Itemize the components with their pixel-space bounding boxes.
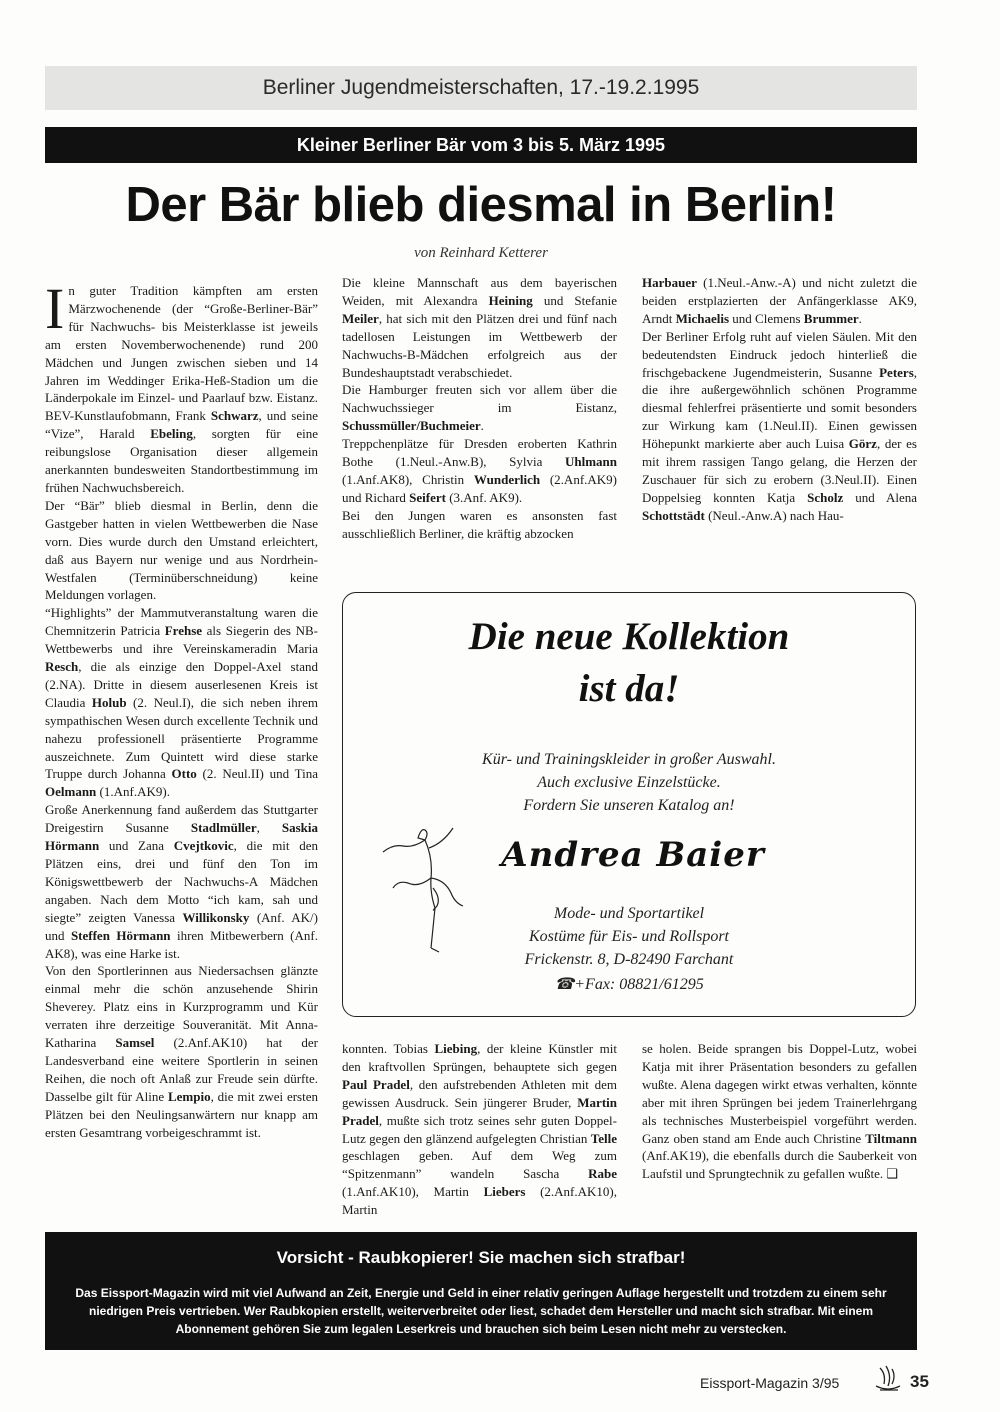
text: . bbox=[858, 310, 862, 326]
text: Von den Sportlerinnen aus Niedersachsen glänzte einmal mehr die schön anzusehende Shirin Sheverey. Platz eins in Kurzprogramm und Kür verraten ihre derzeitige Souveranität. Mit Anna-Katharina bbox=[45, 963, 318, 1051]
paragraph bbox=[45, 962, 318, 1141]
advertisement bbox=[342, 592, 916, 1017]
name: Lempio bbox=[167, 1088, 211, 1104]
text: (2.Anf.AK9) und Richard bbox=[342, 471, 617, 505]
ad-line-1: Kür- und Trainingskleider in großer Auswahl. bbox=[482, 751, 776, 768]
copy-warning-box bbox=[45, 1232, 917, 1350]
paragraph bbox=[342, 274, 617, 381]
name: Görz bbox=[848, 436, 877, 452]
paragraph bbox=[342, 1040, 617, 1219]
text: , sorgten für eine reibungslose Organisation dieser allgemein anerkannten bundesweiten Standortbestimmung im frühen Nachwuchsbereich. bbox=[45, 426, 318, 495]
magazine-issue: Eissport-Magazin 3/95 bbox=[700, 1375, 840, 1391]
text: Große Anerkennung fand außerdem das Stuttgarter Dreigestirn Susanne bbox=[45, 802, 318, 836]
text: , bbox=[256, 820, 282, 836]
article-column-3 bbox=[642, 274, 917, 584]
name: Saskia Hörmann bbox=[45, 820, 318, 854]
name: Steffen Hörmann bbox=[70, 927, 171, 943]
name: Samsel bbox=[115, 1035, 155, 1051]
text: und Clemens bbox=[729, 310, 804, 326]
event-header: Berliner Jugendmeisterschaften, 17.-19.2.1995 bbox=[45, 66, 917, 110]
paragraph bbox=[342, 381, 617, 435]
page-number: 35 bbox=[910, 1372, 929, 1391]
name: Frehse bbox=[164, 623, 203, 639]
end-mark-icon: ❑ bbox=[886, 1166, 899, 1182]
ad-sub-1: Mode- und Sportartikel bbox=[553, 905, 705, 922]
text: (Neul.-Anw.A) nach Hau- bbox=[704, 507, 844, 523]
text: (1.Neul.-Anw.-A) und nicht zuletzt die beiden erstplazierten der Anfängerklasse AK9, Arndt bbox=[642, 275, 917, 326]
text: geschlagen geben. Auf dem Weg zum “Spitzenmann” wandeln Sascha bbox=[342, 1148, 617, 1182]
ad-brand: Andrea Baier bbox=[501, 835, 765, 875]
text: “Highlights” der Mammutveranstaltung waren die Chemnitzerin Patricia bbox=[45, 605, 318, 639]
text: (2. Neul.I), die sich neben ihrem sympathischen Wesen durch excellente Technik und nahezu professionell präsentierte Programme auszeichnete. Zum Quintett wird diese starke Truppe durch Johanna bbox=[45, 694, 318, 782]
paragraph bbox=[45, 604, 318, 801]
text: Der Berliner Erfolg ruht auf vielen Säulen. Mit den bedeutendsten Eindruck jedoch hinterließ die frischgebackene Jugendmeisterin, Susanne bbox=[642, 328, 917, 380]
article-column-2 bbox=[342, 274, 617, 584]
name: Michaelis bbox=[675, 310, 730, 326]
text: (1.Anf.AK8), Christin bbox=[342, 471, 474, 487]
headline: Der Bär blieb diesmal in Berlin! bbox=[125, 178, 837, 232]
name: Seifert bbox=[409, 489, 446, 505]
text: und Zana bbox=[99, 838, 174, 854]
name: Schussmüller/Buchmeier bbox=[342, 418, 481, 434]
article-column-1 bbox=[45, 282, 318, 1224]
name: Otto bbox=[171, 766, 197, 782]
text: se holen. Beide sprangen bis Doppel-Lutz, wobei Katja mit ihrer Präsentation besonders zu gefallen wußte. Alena dagegen wirkt etwas verhalten, könnte aber mit ihren Sprüngen bei jedem Trainerlehrgang als technisches Musterbeispiel vorgeführt werden. Ganz oben stand am Ende auch Christine bbox=[642, 1041, 917, 1146]
text: (1.Anf.AK9). bbox=[96, 784, 170, 800]
name: Schottstädt bbox=[642, 507, 705, 523]
text: , und seine “Vize”, Harald bbox=[45, 408, 318, 442]
text: , mußte sich trotz seines sehr guten Doppel-Lutz gegen den glänzend aufgelegten Christian bbox=[342, 1112, 617, 1146]
name: Brummer bbox=[803, 310, 859, 326]
text: (3.Anf. AK9). bbox=[445, 489, 523, 505]
name: Oelmann bbox=[45, 784, 97, 800]
text: . bbox=[480, 418, 484, 434]
ad-headline bbox=[343, 611, 915, 715]
text: guter Tradition kämpften am ersten Märzwochenende (der “Große-Berliner-Bär” für Nachwuchs- bis Meisterklasse ist jeweils am ersten Novemberwochenende) rund 200 Mädchen und Jungen zwischen sieben und 14 Jahren im Weddinger Erika-Heß-Stadion um die Länderpokale im Einzel- und Paarlauf bzw. Eistanz. BEV-Kunstlaufobmann, Frank bbox=[45, 283, 318, 424]
paragraph bbox=[45, 801, 318, 962]
text: Treppchenplätze für Dresden eroberten Kathrin Bothe (1.Neul.-Anw.B), Sylvia bbox=[342, 436, 617, 470]
name: Tiltmann bbox=[865, 1130, 917, 1146]
ad-line-2: Auch exclusive Einzelstücke. bbox=[537, 774, 721, 791]
text: und Stefanie bbox=[532, 292, 617, 308]
paragraph bbox=[342, 435, 617, 507]
article-column-4 bbox=[342, 1040, 617, 1226]
text: , die mit zwei ersten Plätzen bei den Neulingsanwärtern nur knapp am ersten Gesamtrang vorbeigeschrammt ist. bbox=[45, 1088, 318, 1140]
paragraph bbox=[642, 328, 917, 525]
magazine-logo-icon bbox=[872, 1364, 904, 1394]
name: Paul Pradel bbox=[342, 1076, 410, 1092]
text: ihren Mitbewerbern (Anf. AK8), was eine Harke ist. bbox=[45, 927, 318, 961]
name: Wunderlich bbox=[473, 471, 541, 487]
text: , der es mit ihrem rassigen Tango gelang, die Herzen der Zuschauer für sich zu erobern (3.Neul.II). Einen Doppelsieg konnten Katja bbox=[642, 436, 917, 505]
drop-cap: I bbox=[45, 282, 65, 341]
text: , die als einzige den Doppel-Axel stand (2.NA). Dritte in diesem auserlesenen Kreis ist Claudia bbox=[45, 659, 318, 710]
warning-title: Vorsicht - Raubkopierer! Sie machen sich strafbar! bbox=[276, 1248, 686, 1267]
name: Meiler bbox=[342, 310, 379, 326]
name: Uhlmann bbox=[564, 454, 617, 470]
ad-line-3: Fordern Sie unseren Katalog an! bbox=[523, 797, 735, 814]
text: Die kleine Mannschaft aus dem bayerischen Weiden, mit Alexandra bbox=[342, 275, 617, 308]
name: Rabe bbox=[588, 1166, 617, 1182]
ad-headline-line-2: ist da! bbox=[578, 667, 680, 710]
name: Resch bbox=[45, 659, 79, 675]
name: Heining bbox=[488, 292, 533, 308]
text: und Alena bbox=[843, 489, 917, 505]
page-footer bbox=[700, 1372, 940, 1396]
paragraph: Bei den Jungen waren es ansonsten fast ausschließlich Berliner, die kräftig abzocken bbox=[342, 507, 617, 541]
name: Harbauer bbox=[642, 275, 697, 290]
name: Ebeling bbox=[150, 426, 193, 442]
name: Stadlmüller bbox=[190, 820, 257, 836]
name: Liebing bbox=[434, 1041, 478, 1056]
text: , der kleine Künstler mit den kraftvollen Sprüngen, behauptete sich gegen bbox=[342, 1041, 617, 1074]
ad-address: Frickenstr. 8, D-82490 Farchant bbox=[524, 951, 734, 968]
text: (Anf. AK/) und bbox=[45, 909, 318, 943]
byline: von Reinhard Ketterer bbox=[414, 245, 548, 261]
name: Holub bbox=[91, 694, 127, 710]
text: , den aufstrebenden Athleten mit dem gewissen Ausdruck. Sein jüngerer Bruder, bbox=[342, 1076, 617, 1110]
text: (Anf.AK19), die ebenfalls durch die Sauberkeit von Laufstil und Sprungtechnik zu gefallen wußte. bbox=[642, 1148, 917, 1182]
ad-phone: ☎+Fax: 08821/61295 bbox=[554, 976, 704, 993]
kicker-bar: Kleiner Berliner Bär vom 3 bis 5. März 1995 bbox=[45, 127, 917, 163]
text: , die ihre außergewöhnlich schönen Programme diesmal fehlerfrei präsentierte und somit besonders zur Wirkung kam (1.Neul.II). Einen gewissen Höhepunkt markierte aber auch Luisa bbox=[642, 364, 917, 452]
name: Liebers bbox=[483, 1184, 526, 1200]
text: n bbox=[68, 283, 75, 298]
name: Peters bbox=[879, 364, 914, 380]
text: (2.Anf.AK10), Martin bbox=[342, 1184, 617, 1218]
paragraph: Der “Bär” blieb diesmal in Berlin, denn die Gastgeber hatten in vielen Wettbewerben die Nase vorn. Dies wurde durch den Umstand erleichtert, daß aus Bayern nur wenige und aus Nordrhein-Westfalen (Terminüberschneidung) keine Meldungen vorlagen. bbox=[45, 497, 318, 603]
name: Schwarz bbox=[210, 408, 259, 424]
text: als Siegerin des NB-Wettbewerbs und ihre Vereinskameradin Maria bbox=[45, 623, 318, 657]
text: (2.Anf.AK10) hat der Landesverband eine weitere Sportlerin in seinen Reihen, die noch oft Anlaß zur Freude sein dürfte. Dasselbe gilt für Aline bbox=[45, 1035, 318, 1104]
article-column-5 bbox=[642, 1040, 917, 1226]
text: , die mit den Plätzen eins, drei und fünf den Ton im Königswettbewerb der Nachwuchs-A Mädchen angaben. Nach dem Motto “ich kam, sah und siegte” zeigten Vanessa bbox=[45, 838, 318, 925]
ad-headline-line-1: Die neue Kollektion bbox=[468, 615, 790, 658]
paragraph bbox=[642, 274, 917, 328]
paragraph bbox=[642, 1040, 917, 1183]
paragraph bbox=[45, 282, 318, 497]
text: (2. Neul.II) und Tina bbox=[196, 766, 318, 782]
ad-sub-2: Kostüme für Eis- und Rollsport bbox=[528, 928, 729, 945]
text: (1.Anf.AK10), Martin bbox=[342, 1184, 484, 1200]
name: Martin Pradel bbox=[342, 1094, 617, 1128]
name: Telle bbox=[590, 1130, 617, 1146]
text: Die Hamburger freuten sich vor allem über die Nachwuchssieger im Eistanz, bbox=[342, 382, 617, 416]
name: Willikonsky bbox=[182, 909, 250, 925]
text: konnten. Tobias bbox=[342, 1041, 435, 1056]
name: Cvejtkovic bbox=[173, 838, 234, 854]
warning-text: Das Eissport-Magazin wird mit viel Aufwand an Zeit, Energie und Geld in einer relativ geringen Auflage hergestellt und trotzdem zu einem sehr niedrigen Preis vertrieben. Wer Raubkopien erstellt, weiterverbreitet oder liest, schadet dem Hersteller und macht sich strafbar. Mit einem Abonnement gehören Sie zum legalen Leserkreis und brauchen sich beim Lesen nicht mehr zu verstecken. bbox=[75, 1286, 887, 1336]
text: , hat sich mit den Plätzen drei und fünf nach tadellosen Leistungen im Wettbewerb der Nachwuchs-B-Mädchen erfolgreich aus der Bundeshauptstadt verabschiedet. bbox=[342, 310, 617, 380]
name: Scholz bbox=[807, 489, 844, 505]
